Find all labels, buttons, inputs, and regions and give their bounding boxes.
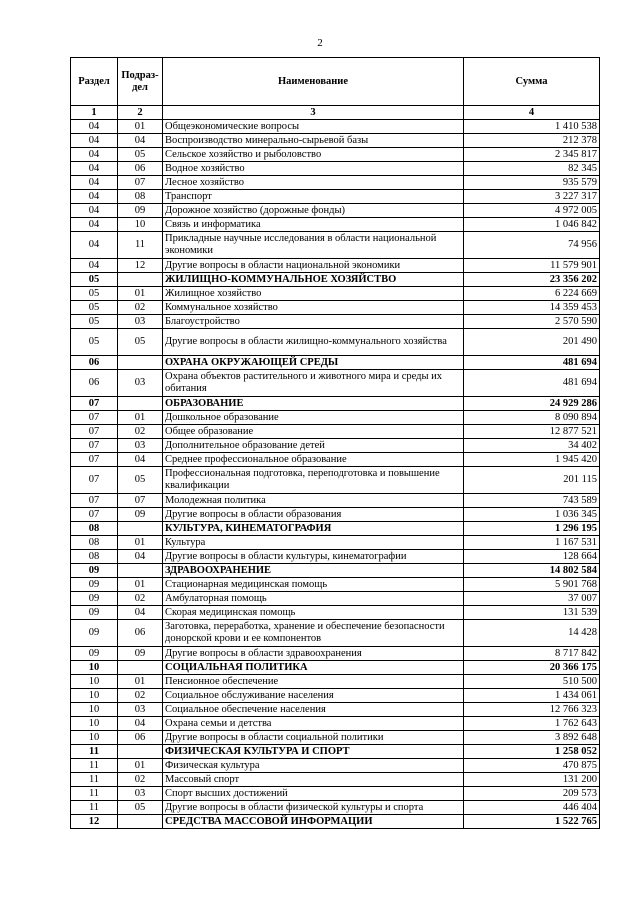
header-subsection: Подраз- дел	[118, 58, 163, 106]
item-sum: 1 036 345	[464, 508, 600, 522]
item-name: Другие вопросы в области культуры, кинематографии	[163, 550, 464, 564]
section-code: 07	[71, 411, 118, 425]
subsection-code: 06	[118, 620, 163, 647]
item-sum: 20 366 175	[464, 661, 600, 675]
subsection-code: 01	[118, 287, 163, 301]
item-sum: 1 258 052	[464, 745, 600, 759]
item-sum: 3 892 648	[464, 731, 600, 745]
subsection-code: 05	[118, 467, 163, 494]
item-name: ОБРАЗОВАНИЕ	[163, 397, 464, 411]
subsection-code	[118, 522, 163, 536]
subsection-code: 04	[118, 550, 163, 564]
item-name: Благоустройство	[163, 315, 464, 329]
item-sum: 131 539	[464, 606, 600, 620]
subsection-code: 02	[118, 689, 163, 703]
table-row	[71, 689, 600, 703]
header-sum: Сумма	[464, 58, 600, 106]
subsection-code: 03	[118, 370, 163, 397]
item-name: Другие вопросы в области образования	[163, 508, 464, 522]
section-code: 05	[71, 329, 118, 356]
item-sum: 201 490	[464, 329, 600, 356]
item-name: Жилищное хозяйство	[163, 287, 464, 301]
item-sum: 1 522 765	[464, 815, 600, 829]
section-code: 04	[71, 176, 118, 190]
item-sum: 131 200	[464, 773, 600, 787]
table-row	[71, 647, 600, 661]
item-name: Транспорт	[163, 190, 464, 204]
section-code: 10	[71, 717, 118, 731]
table-row	[71, 176, 600, 190]
subsection-code: 09	[118, 508, 163, 522]
section-code: 11	[71, 787, 118, 801]
table-row	[71, 439, 600, 453]
section-code: 10	[71, 731, 118, 745]
section-code: 09	[71, 620, 118, 647]
item-name: КУЛЬТУРА, КИНЕМАТОГРАФИЯ	[163, 522, 464, 536]
item-sum: 8 717 842	[464, 647, 600, 661]
section-row	[71, 745, 600, 759]
budget-table	[70, 57, 600, 829]
item-name: СРЕДСТВА МАССОВОЙ ИНФОРМАЦИИ	[163, 815, 464, 829]
subsection-code: 03	[118, 315, 163, 329]
table-row	[71, 315, 600, 329]
column-numbers-row	[71, 106, 600, 120]
item-sum: 446 404	[464, 801, 600, 815]
table-row	[71, 162, 600, 176]
subsection-code: 04	[118, 134, 163, 148]
table-row	[71, 190, 600, 204]
section-code: 06	[71, 370, 118, 397]
section-row	[71, 273, 600, 287]
item-name: Коммунальное хозяйство	[163, 301, 464, 315]
section-code: 09	[71, 578, 118, 592]
section-code: 07	[71, 397, 118, 411]
table-row	[71, 536, 600, 550]
table-row	[71, 467, 600, 494]
item-name: Дополнительное образование детей	[163, 439, 464, 453]
item-sum: 34 402	[464, 439, 600, 453]
item-name: ОХРАНА ОКРУЖАЮЩЕЙ СРЕДЫ	[163, 356, 464, 370]
column-number: 3	[163, 106, 464, 120]
item-name: Скорая медицинская помощь	[163, 606, 464, 620]
subsection-code: 02	[118, 425, 163, 439]
page-number: 2	[317, 37, 323, 49]
subsection-code: 03	[118, 439, 163, 453]
item-sum: 12 877 521	[464, 425, 600, 439]
section-row	[71, 522, 600, 536]
table-row	[71, 453, 600, 467]
item-sum: 510 500	[464, 675, 600, 689]
subsection-code: 11	[118, 232, 163, 259]
item-sum: 481 694	[464, 370, 600, 397]
section-code: 09	[71, 564, 118, 578]
item-name: Спорт высших достижений	[163, 787, 464, 801]
item-sum: 212 378	[464, 134, 600, 148]
item-name: Профессиональная подготовка, переподготовка и повышение квалификации	[163, 467, 464, 494]
section-row	[71, 815, 600, 829]
table-row	[71, 425, 600, 439]
subsection-code	[118, 356, 163, 370]
section-row	[71, 397, 600, 411]
table-row	[71, 550, 600, 564]
subsection-code	[118, 397, 163, 411]
subsection-code: 02	[118, 773, 163, 787]
item-sum: 37 007	[464, 592, 600, 606]
subsection-code: 07	[118, 494, 163, 508]
column-number: 2	[118, 106, 163, 120]
section-code: 10	[71, 661, 118, 675]
section-code: 04	[71, 162, 118, 176]
section-code: 04	[71, 204, 118, 218]
item-sum: 8 090 894	[464, 411, 600, 425]
section-code: 10	[71, 689, 118, 703]
subsection-code: 06	[118, 162, 163, 176]
item-name: Пенсионное обеспечение	[163, 675, 464, 689]
item-name: Охрана объектов растительного и животного мира и среды их обитания	[163, 370, 464, 397]
item-name: ФИЗИЧЕСКАЯ КУЛЬТУРА И СПОРТ	[163, 745, 464, 759]
section-code: 08	[71, 550, 118, 564]
table-row	[71, 703, 600, 717]
item-name: Заготовка, переработка, хранение и обеспечение безопасности донорской крови и ее компонентов	[163, 620, 464, 647]
item-name: ЗДРАВООХРАНЕНИЕ	[163, 564, 464, 578]
section-code: 07	[71, 508, 118, 522]
table-row	[71, 494, 600, 508]
item-name: Сельское хозяйство и рыболовство	[163, 148, 464, 162]
section-code: 08	[71, 522, 118, 536]
item-name: Другие вопросы в области здравоохранения	[163, 647, 464, 661]
item-name: Водное хозяйство	[163, 162, 464, 176]
table-row	[71, 301, 600, 315]
item-sum: 24 929 286	[464, 397, 600, 411]
item-name: Среднее профессиональное образование	[163, 453, 464, 467]
subsection-code	[118, 564, 163, 578]
item-sum: 14 428	[464, 620, 600, 647]
section-code: 07	[71, 425, 118, 439]
subsection-code: 02	[118, 301, 163, 315]
section-code: 07	[71, 467, 118, 494]
item-sum: 481 694	[464, 356, 600, 370]
table-row	[71, 731, 600, 745]
subsection-code: 01	[118, 536, 163, 550]
item-name: Стационарная медицинская помощь	[163, 578, 464, 592]
item-sum: 4 972 005	[464, 204, 600, 218]
item-sum: 14 802 584	[464, 564, 600, 578]
section-code: 04	[71, 259, 118, 273]
item-name: Лесное хозяйство	[163, 176, 464, 190]
item-sum: 14 359 453	[464, 301, 600, 315]
table-row	[71, 218, 600, 232]
item-sum: 11 579 901	[464, 259, 600, 273]
item-sum: 128 664	[464, 550, 600, 564]
item-sum: 743 589	[464, 494, 600, 508]
section-code: 04	[71, 190, 118, 204]
column-number: 1	[71, 106, 118, 120]
item-name: Другие вопросы в области физической культуры и спорта	[163, 801, 464, 815]
section-code: 07	[71, 439, 118, 453]
item-name: Охрана семьи и детства	[163, 717, 464, 731]
subsection-code: 03	[118, 787, 163, 801]
subsection-code	[118, 661, 163, 675]
item-sum: 82 345	[464, 162, 600, 176]
item-sum: 6 224 669	[464, 287, 600, 301]
table-row	[71, 232, 600, 259]
table-row	[71, 259, 600, 273]
subsection-code: 09	[118, 647, 163, 661]
table-row	[71, 120, 600, 134]
table-row	[71, 411, 600, 425]
table-row	[71, 370, 600, 397]
header-name: Наименование	[163, 58, 464, 106]
subsection-code: 07	[118, 176, 163, 190]
section-row	[71, 564, 600, 578]
subsection-code: 04	[118, 453, 163, 467]
table-row	[71, 606, 600, 620]
section-code: 09	[71, 606, 118, 620]
table-row	[71, 620, 600, 647]
subsection-code: 01	[118, 578, 163, 592]
item-sum: 935 579	[464, 176, 600, 190]
header-section: Раздел	[71, 58, 118, 106]
table-row	[71, 287, 600, 301]
table-row	[71, 773, 600, 787]
subsection-code: 05	[118, 148, 163, 162]
section-code: 09	[71, 647, 118, 661]
section-code: 05	[71, 273, 118, 287]
section-code: 07	[71, 453, 118, 467]
subsection-code: 01	[118, 759, 163, 773]
table-row	[71, 148, 600, 162]
table-row	[71, 675, 600, 689]
item-sum: 2 345 817	[464, 148, 600, 162]
item-name: Амбулаторная помощь	[163, 592, 464, 606]
item-sum: 209 573	[464, 787, 600, 801]
item-name: Дорожное хозяйство (дорожные фонды)	[163, 204, 464, 218]
section-code: 12	[71, 815, 118, 829]
item-name: Массовый спорт	[163, 773, 464, 787]
item-sum: 1 945 420	[464, 453, 600, 467]
item-sum: 1 762 643	[464, 717, 600, 731]
item-sum: 23 356 202	[464, 273, 600, 287]
item-name: Общее образование	[163, 425, 464, 439]
section-code: 10	[71, 675, 118, 689]
item-name: Социальное обеспечение населения	[163, 703, 464, 717]
subsection-code	[118, 273, 163, 287]
section-row	[71, 661, 600, 675]
item-sum: 12 766 323	[464, 703, 600, 717]
table-row	[71, 508, 600, 522]
item-sum: 3 227 317	[464, 190, 600, 204]
table-header-row	[71, 58, 600, 106]
section-code: 07	[71, 494, 118, 508]
item-name: Общеэкономические вопросы	[163, 120, 464, 134]
table-row	[71, 759, 600, 773]
section-code: 05	[71, 301, 118, 315]
table-row	[71, 801, 600, 815]
item-sum: 1 046 842	[464, 218, 600, 232]
subsection-code: 04	[118, 717, 163, 731]
item-name: ЖИЛИЩНО-КОММУНАЛЬНОЕ ХОЗЯЙСТВО	[163, 273, 464, 287]
item-sum: 5 901 768	[464, 578, 600, 592]
item-name: Другие вопросы в области жилищно-коммунального хозяйства	[163, 329, 464, 356]
item-name: Культура	[163, 536, 464, 550]
subsection-code: 03	[118, 703, 163, 717]
item-sum: 470 875	[464, 759, 600, 773]
item-name: СОЦИАЛЬНАЯ ПОЛИТИКА	[163, 661, 464, 675]
table-row	[71, 134, 600, 148]
table-row	[71, 329, 600, 356]
item-sum: 2 570 590	[464, 315, 600, 329]
section-row	[71, 356, 600, 370]
item-sum: 1 410 538	[464, 120, 600, 134]
item-name: Социальное обслуживание населения	[163, 689, 464, 703]
table-row	[71, 717, 600, 731]
subsection-code: 01	[118, 675, 163, 689]
section-code: 04	[71, 134, 118, 148]
section-code: 11	[71, 745, 118, 759]
subsection-code: 02	[118, 592, 163, 606]
section-code: 05	[71, 315, 118, 329]
subsection-code: 10	[118, 218, 163, 232]
item-name: Связь и информатика	[163, 218, 464, 232]
item-sum: 74 956	[464, 232, 600, 259]
section-code: 11	[71, 773, 118, 787]
subsection-code: 06	[118, 731, 163, 745]
item-name: Воспроизводство минерально-сырьевой базы	[163, 134, 464, 148]
item-name: Другие вопросы в области социальной политики	[163, 731, 464, 745]
section-code: 09	[71, 592, 118, 606]
subsection-code: 04	[118, 606, 163, 620]
section-code: 04	[71, 218, 118, 232]
table-row	[71, 592, 600, 606]
subsection-code	[118, 815, 163, 829]
item-name: Прикладные научные исследования в области национальной экономики	[163, 232, 464, 259]
section-code: 10	[71, 703, 118, 717]
section-code: 08	[71, 536, 118, 550]
section-code: 04	[71, 148, 118, 162]
item-sum: 201 115	[464, 467, 600, 494]
section-code: 04	[71, 120, 118, 134]
section-code: 11	[71, 759, 118, 773]
subsection-code: 08	[118, 190, 163, 204]
item-sum: 1 167 531	[464, 536, 600, 550]
subsection-code: 09	[118, 204, 163, 218]
subsection-code: 01	[118, 120, 163, 134]
section-code: 04	[71, 232, 118, 259]
subsection-code: 01	[118, 411, 163, 425]
column-number: 4	[464, 106, 600, 120]
item-name: Молодежная политика	[163, 494, 464, 508]
subsection-code	[118, 745, 163, 759]
table-row	[71, 204, 600, 218]
item-sum: 1 434 061	[464, 689, 600, 703]
section-code: 11	[71, 801, 118, 815]
table-row	[71, 787, 600, 801]
subsection-code: 05	[118, 801, 163, 815]
section-code: 05	[71, 287, 118, 301]
subsection-code: 05	[118, 329, 163, 356]
table-row	[71, 578, 600, 592]
item-name: Другие вопросы в области национальной экономики	[163, 259, 464, 273]
section-code: 06	[71, 356, 118, 370]
item-sum: 1 296 195	[464, 522, 600, 536]
subsection-code: 12	[118, 259, 163, 273]
item-name: Физическая культура	[163, 759, 464, 773]
item-name: Дошкольное образование	[163, 411, 464, 425]
